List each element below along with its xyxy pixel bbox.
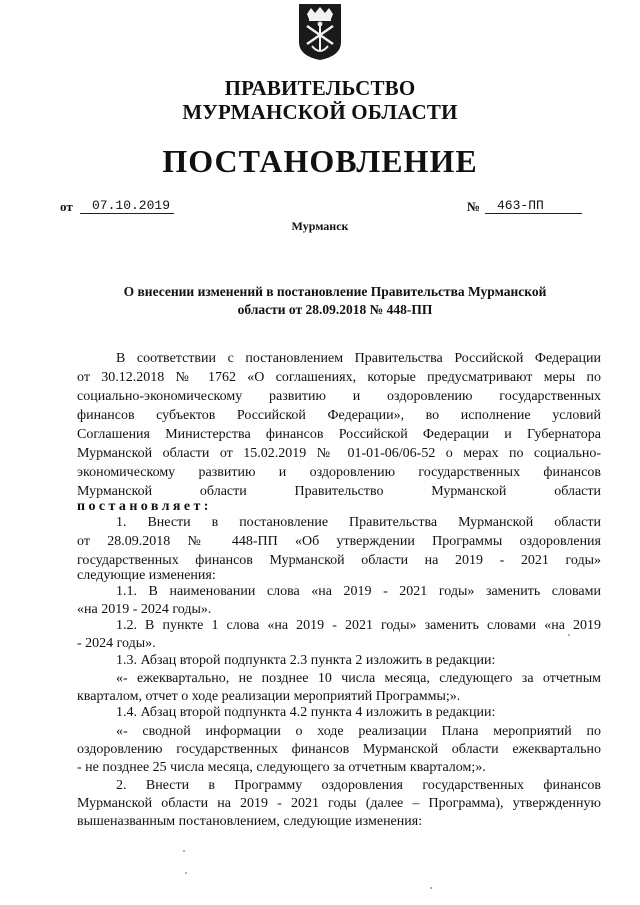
body-line: «- ежеквартально, не позднее 10 числа месяца, следующего за отчетным [116,671,601,686]
body-line: - 2024 годы». [77,636,156,651]
scan-speck [430,887,432,889]
document-number: 463-ПП [497,198,544,213]
coat-of-arms-emblem [297,2,343,62]
subject-line: О внесении изменений в постановление Правительства Мурманской [123,284,547,299]
body-line: 1.3. Абзац второй подпункта 2.3 пункта 2 изложить в редакции: [116,653,496,668]
body-line: 1.4. Абзац второй подпункта 4.2 пункта 4 изложить в редакции: [116,705,496,720]
body-line: В соответствии с постановлением Правительства Российской Федерации [116,351,601,366]
date-label: от [60,199,73,214]
body-line: социально-экономическому развитию и оздоровлению государственных [77,389,601,404]
body-line: кварталом, отчет о ходе реализации мероприятий Программы;». [77,689,461,704]
body-line: финансов субъектов Российской Федерации», во исполнение условий [77,408,601,423]
organization-name-line1: ПРАВИТЕЛЬСТВО [224,76,416,100]
body-line: «- сводной информации о ходе реализации Плана мероприятий по [116,724,601,739]
body-line: экономическому развитию и оздоровлению государственных финансов [77,465,601,480]
resolution-keyword: постановляет: [77,499,212,514]
body-line: государственных финансов Мурманской области на 2019 - 2021 годы» [77,553,601,568]
body-line: 2. Внести в Программу оздоровления государственных финансов [116,778,601,793]
number-underline [485,213,582,214]
body-line: вышеназванным постановлением, следующие изменения: [77,814,423,829]
body-line: от 28.09.2018 № 448-ПП «Об утверждении Программы оздоровления [77,534,601,549]
body-line: Мурманской области на 2019 - 2021 годы (далее – Программа), утвержденную [77,796,601,811]
body-line: оздоровлению государственных финансов Мурманской области ежеквартально [77,742,601,757]
body-line: 1.2. В пункте 1 слова «на 2019 - 2021 годы» заменить словами «на 2019 [116,618,601,633]
organization-name-line2: МУРМАНСКОЙ ОБЛАСТИ [182,100,458,124]
document-subject [90,283,580,319]
body-line: следующие изменения: [77,568,216,583]
body-line: - не позднее 25 числа месяца, следующего за отчетным кварталом;». [77,760,486,775]
scan-speck [185,872,187,874]
body-line: 1. Внести в постановление Правительства Мурманской области [116,515,601,530]
body-line: от 30.12.2018 № 1762 «О соглашениях, которые предусматривают меры по [77,370,601,385]
subject-line: области от 28.09.2018 № 448-ПП [237,302,433,317]
body-line: Мурманской области Правительство Мурманской области [77,484,601,499]
scan-speck [568,634,570,636]
number-label: № [467,199,481,214]
date-underline [80,213,174,214]
body-line: Соглашения Министерства финансов Российской Федерации и Губернатора [77,427,601,442]
body-line: Мурманской области от 15.02.2019 № 01-01-06/06-52 о мерах по социально- [77,446,601,461]
document-type-title: ПОСТАНОВЛЕНИЕ [162,143,478,179]
body-line: «на 2019 - 2024 годы». [77,602,212,617]
document-date: 07.10.2019 [92,198,171,213]
body-line: 1.1. В наименовании слова «на 2019 - 2021 годы» заменить словами [116,584,601,599]
city-name: Мурманск [291,219,349,233]
scan-speck [183,850,185,852]
